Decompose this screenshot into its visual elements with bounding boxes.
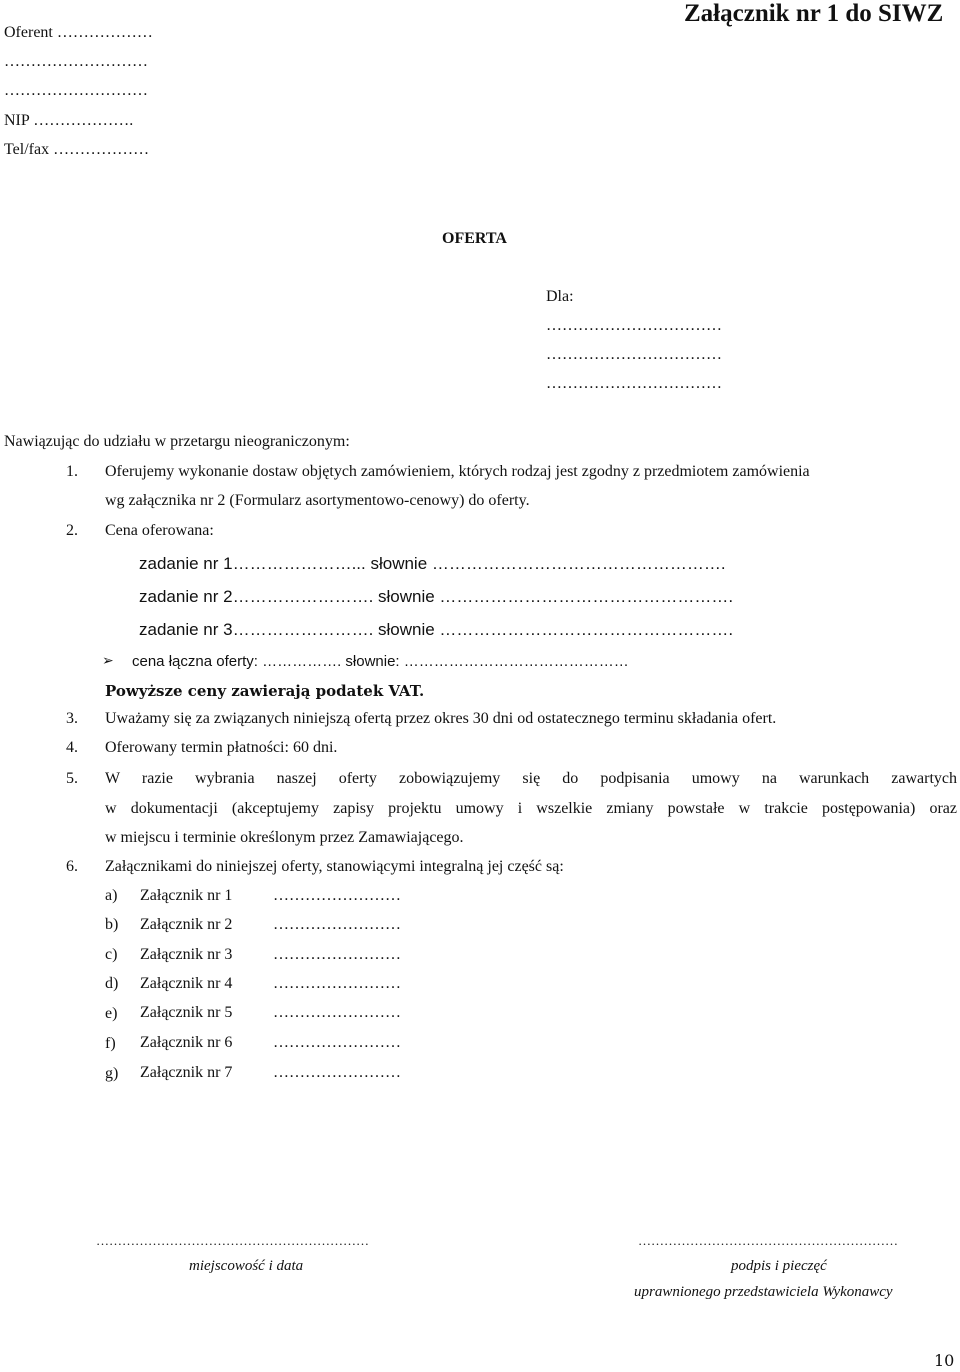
item-3-text: Uważamy się za związanych niniejszą ofertą przez okres 30 dni od ostatecznego terminu składania ofert. <box>105 710 777 727</box>
telfax-line: Tel/fax ……………… <box>4 141 150 158</box>
attachment-letter: a) <box>105 887 118 904</box>
attachment-label: Załącznik nr 6 <box>140 1034 233 1051</box>
item-number: 4. <box>66 739 78 756</box>
place-date-caption: miejscowość i data <box>189 1258 304 1274</box>
attachment-dots: …………………… <box>273 1034 401 1051</box>
zadanie-3-line: zadanie nr 3……………………. słownie ……………………………………………. <box>139 620 734 639</box>
offer-heading: OFERTA <box>442 230 507 247</box>
attachment-dots: …………………… <box>273 1004 401 1021</box>
attachment-label: Załącznik nr 3 <box>140 946 233 963</box>
item-number: 5. <box>66 770 78 787</box>
attachment-label: Załącznik nr 1 <box>140 887 233 904</box>
page-number: 10 <box>934 1351 955 1370</box>
item-1-text: Oferujemy wykonanie dostaw objętych zamówieniem, których rodzaj jest zgodny z przedmiotem zamówienia <box>105 463 810 480</box>
total-price-line: cena łączna oferty: ……………. słownie: ……………………………………… <box>132 653 629 670</box>
item-number: 3. <box>66 710 78 727</box>
attachment-letter: b) <box>105 916 119 933</box>
attachment-letter: f) <box>105 1035 116 1052</box>
recipient-line: …………………………… <box>546 317 722 334</box>
item-2-text: Cena oferowana: <box>105 522 214 539</box>
recipient-label: Dla: <box>546 288 574 305</box>
item-number: 6. <box>66 858 78 875</box>
item-5-text: W razie wybrania naszej oferty zobowiązujemy się do podpisania umowy na warunkach zawartych <box>105 770 957 787</box>
oferent-line: Oferent ……………… <box>4 24 153 41</box>
oferent-line: ……………………… <box>4 53 148 70</box>
nip-line: NIP ………………. <box>4 112 134 129</box>
zadanie-1-line: zadanie nr 1…………………... słownie ……………………………………………. <box>139 554 726 573</box>
attachment-letter: e) <box>105 1005 118 1022</box>
attachment-dots: …………………… <box>273 887 401 904</box>
attachment-dots: …………………… <box>273 1064 401 1081</box>
attachment-label: Załącznik nr 2 <box>140 916 233 933</box>
item-number: 2. <box>66 522 78 539</box>
attachment-dots: …………………… <box>273 946 401 963</box>
intro-text: Nawiązując do udziału w przetargu nieograniczonym: <box>4 433 350 450</box>
item-5-text-end: w miejscu i terminie określonym przez Zamawiającego. <box>105 829 464 846</box>
signature-caption: podpis i pieczęć <box>731 1258 827 1274</box>
attachment-label: Załącznik nr 4 <box>140 975 233 992</box>
signature-caption-role: uprawnionego przedstawiciela Wykonawcy <box>634 1284 893 1300</box>
attachment-dots: …………………… <box>273 916 401 933</box>
attachment-dots: …………………… <box>273 975 401 992</box>
recipient-line: …………………………… <box>546 346 722 363</box>
oferent-line: ……………………… <box>4 82 148 99</box>
vat-note: Powyższe ceny zawierają podatek VAT. <box>105 682 425 700</box>
document-title: Załącznik nr 1 do SIWZ <box>684 0 944 27</box>
item-1-text-cont: wg załącznika nr 2 (Formularz asortymentowo-cenowy) do oferty. <box>105 492 530 509</box>
item-6-text: Załącznikami do niniejszej oferty, stanowiącymi integralną jej część są: <box>105 858 564 875</box>
signature-dots: …………………………………………………… <box>638 1233 898 1248</box>
attachment-letter: d) <box>105 975 119 992</box>
item-5-text-cont: w dokumentacji (akceptujemy zapisy projektu umowy i wszelkie zmiany powstałe w trakcie postępowania) oraz <box>105 800 957 817</box>
attachment-letter: c) <box>105 946 118 963</box>
item-number: 1. <box>66 463 78 480</box>
item-4-text: Oferowany termin płatności: 60 dni. <box>105 739 338 756</box>
recipient-line: …………………………… <box>546 375 722 392</box>
attachment-letter: g) <box>105 1065 119 1082</box>
attachment-label: Załącznik nr 5 <box>140 1004 233 1021</box>
attachment-label: Załącznik nr 7 <box>140 1064 233 1081</box>
zadanie-2-line: zadanie nr 2……………………. słownie ……………………………………………. <box>139 587 734 606</box>
arrow-bullet-icon: ➢ <box>102 652 114 668</box>
place-date-dots: ……………………………………………………… <box>96 1233 369 1248</box>
